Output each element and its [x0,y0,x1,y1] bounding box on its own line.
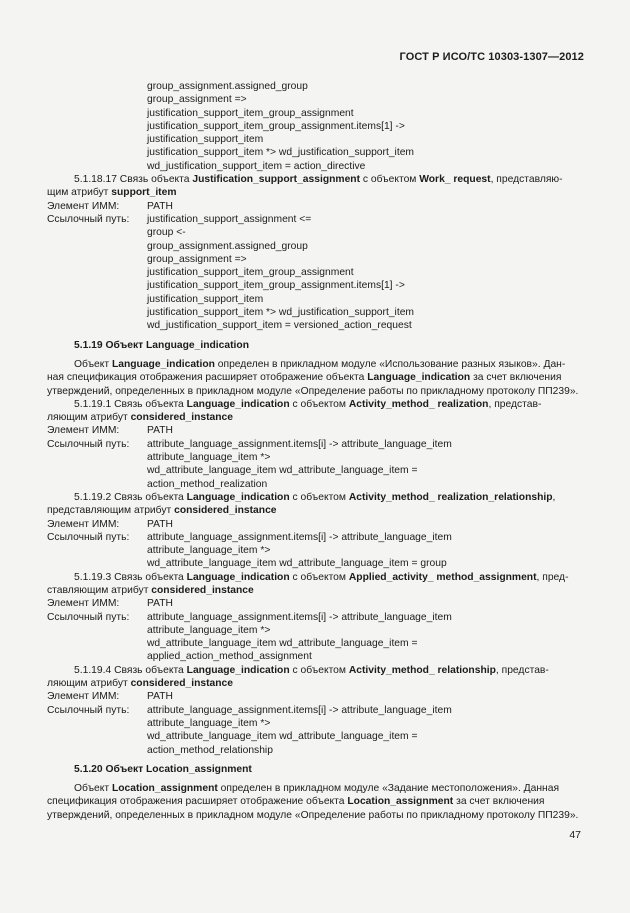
path-line: wd_justification_support_item = action_directive [147,160,366,172]
clause-heading: 5.1.19.1 Связь объекта Language_indication с объектом Activity_method_ realization, представ- [74,398,542,410]
path-line: action_method_relationship [147,744,273,756]
path-line: wd_attribute_language_item wd_attribute_language_item = group [147,558,447,570]
paragraph-line: Объект Language_indication определен в прикладном модуле «Использование разных языков». Дан- [74,358,566,370]
path-line: group_assignment.assigned_group [147,240,308,252]
path-line: group_assignment => [147,253,247,265]
page-header: ГОСТ Р ИСО/ТС 10303-1307—2012 [399,51,584,63]
aim-element-row: Элемент ИММ: PATH [47,598,173,610]
path-line: justification_support_item [147,293,264,305]
clause-heading-cont: представляющим атрибут considered_instance [47,505,277,517]
clause-heading-cont: щим атрибут support_item [47,187,177,199]
section-title-5-1-20: 5.1.20 Объект Location_assignment [74,763,252,775]
clause-heading: 5.1.19.2 Связь объекта Language_indication с объектом Activity_method_ realization_relationship, [74,491,556,503]
reference-path-row: Ссылочный путь: attribute_language_assignment.items[i] -> attribute_language_item [47,531,452,543]
path-line: group_assignment => [147,94,247,106]
paragraph-line: ная спецификация отображения расширяет отображение объекта Language_indication за счет включения [47,372,562,384]
clause-heading: 5.1.18.17 Связь объекта Justification_support_assignment с объектом Work_ request, представляю- [74,174,563,186]
path-line: group <- [147,227,186,239]
clause-5-1-19-1 [47,398,583,491]
aim-element-row: Элемент ИММ: PATH [47,200,173,212]
clause-5-1-19-2 [47,491,583,571]
path-line: justification_support_item_group_assignment.items[1] -> [147,280,405,292]
section-paragraph [47,782,583,822]
path-line: justification_support_item_group_assignment.items[1] -> [147,120,405,132]
path-line: justification_support_item *> wd_justification_support_item [147,307,415,319]
section-paragraph [47,358,583,398]
path-line: action_method_realization [147,478,268,490]
clause-5-1-19-4 [47,664,583,757]
clause-5-1-19-3 [47,571,583,664]
paragraph-line: утверждений, определенных в прикладном модуле «Определение работы по прикладному протоколу ПП239». [47,385,579,397]
clause-heading-cont: ляющим атрибут considered_instance [47,412,233,424]
document-body [47,80,583,822]
path-line: wd_attribute_language_item wd_attribute_language_item = [147,465,418,477]
path-line: justification_support_item [147,134,264,146]
paragraph-line: Объект Location_assignment определен в прикладном модуле «Задание местоположения». Данная [74,783,560,795]
path-line: attribute_language_item *> [147,545,271,557]
reference-path-row: Ссылочный путь: justification_support_assignment <= [47,213,312,225]
path-line: justification_support_item_group_assignment [147,107,354,119]
reference-path-row: Ссылочный путь: attribute_language_assignment.items[i] -> attribute_language_item [47,611,452,623]
path-line: applied_action_method_assignment [147,651,312,663]
path-line: attribute_language_item *> [147,717,271,729]
clause-5-1-18-17 [47,173,583,333]
page-number: 47 [569,829,581,841]
path-line: wd_justification_support_item = versioned_action_request [147,320,412,332]
path-line: wd_attribute_language_item wd_attribute_language_item = [147,638,418,650]
path-line: attribute_language_item *> [147,452,271,464]
clause-heading-cont: ляющим атрибут considered_instance [47,678,233,690]
path-line: wd_attribute_language_item wd_attribute_language_item = [147,731,418,743]
paragraph-line: утверждений, определенных в прикладном модуле «Определение работы по прикладному протоколу ПП239». [47,809,579,821]
path-line: justification_support_item *> wd_justification_support_item [147,147,415,159]
reference-path-row: Ссылочный путь: attribute_language_assignment.items[i] -> attribute_language_item [47,438,452,450]
path-line: attribute_language_item *> [147,624,271,636]
clause-heading: 5.1.19.3 Связь объекта Language_indication с объектом Applied_activity_ method_assignment, пред- [74,571,569,583]
path-line: justification_support_item_group_assignment [147,267,354,279]
section-title-5-1-19: 5.1.19 Объект Language_indication [74,339,249,351]
paragraph-line: спецификация отображения расширяет отображение объекта Location_assignment за счет включения [47,796,545,808]
aim-element-row: Элемент ИММ: PATH [47,518,173,530]
top-path-block [47,80,583,173]
aim-element-row: Элемент ИММ: PATH [47,425,173,437]
clause-heading: 5.1.19.4 Связь объекта Language_indication с объектом Activity_method_ relationship, представ- [74,664,549,676]
aim-element-row: Элемент ИММ: PATH [47,691,173,703]
path-line: group_assignment.assigned_group [147,81,308,92]
clause-heading-cont: ставляющим атрибут considered_instance [47,584,254,596]
reference-path-row: Ссылочный путь: attribute_language_assignment.items[i] -> attribute_language_item [47,704,452,716]
